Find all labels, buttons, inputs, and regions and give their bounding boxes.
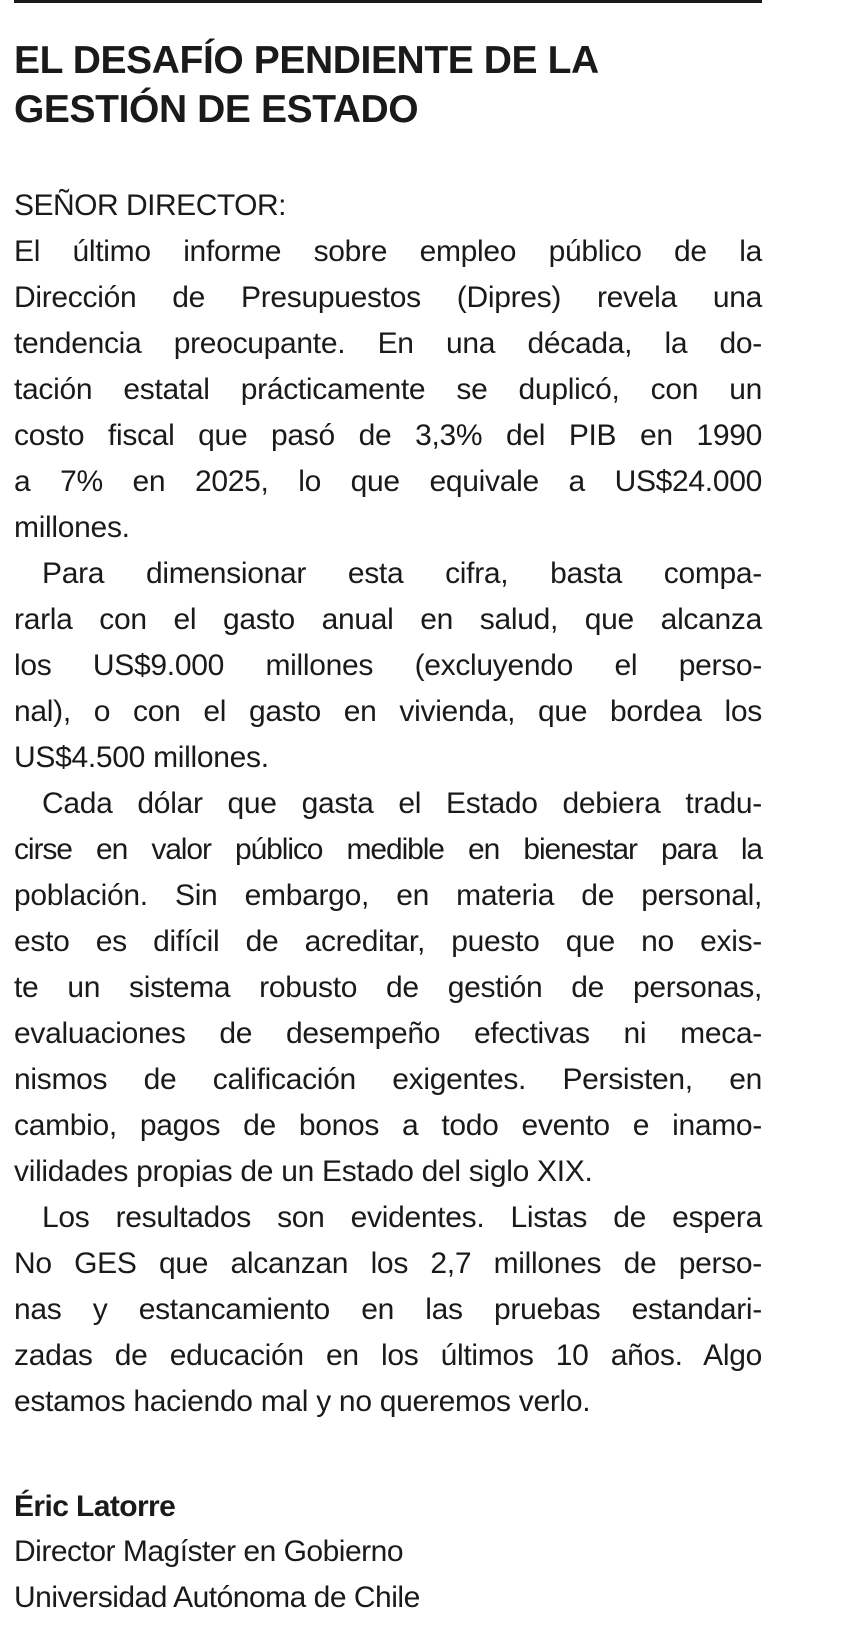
top-rule (14, 0, 762, 3)
author-name: Éric Latorre (14, 1490, 176, 1523)
text-line: nismos de calificación exigentes. Persisten, en (14, 1063, 762, 1096)
headline-line-1: EL DESAFÍO PENDIENTE DE LA (14, 39, 599, 82)
text-line: cambio, pagos de bonos a todo evento e inamo- (14, 1109, 762, 1142)
salutation: SEÑOR DIRECTOR: (14, 189, 286, 222)
text-line: Cada dólar que gasta el Estado debiera tradu- (42, 787, 762, 820)
text-line: cirse en valor público medible en bienestar para la (14, 833, 762, 866)
text-line: Los resultados son evidentes. Listas de espera (42, 1201, 762, 1234)
text-line: tación estatal prácticamente se duplicó, con un (14, 373, 762, 406)
text-line: US$4.500 millones. (14, 741, 269, 774)
text-line: rarla con el gasto anual en salud, que alcanza (14, 603, 762, 636)
text-line: zadas de educación en los últimos 10 años. Algo (14, 1339, 762, 1372)
text-line: El último informe sobre empleo público de la (14, 235, 762, 268)
author-institution: Universidad Autónoma de Chile (14, 1581, 420, 1614)
text-line: evaluaciones de desempeño efectivas ni meca- (14, 1017, 762, 1050)
paragraph-2 (14, 551, 762, 781)
text-line: estamos haciendo mal y no queremos verlo. (14, 1385, 591, 1418)
text-line: Para dimensionar esta cifra, basta compa- (42, 557, 762, 590)
text-line: a 7% en 2025, lo que equivale a US$24.000 (14, 465, 762, 498)
text-line: los US$9.000 millones (excluyendo el perso- (14, 649, 762, 682)
letter-body (14, 229, 762, 1425)
text-line: te un sistema robusto de gestión de personas, (14, 971, 762, 1004)
headline (14, 36, 754, 134)
text-line: millones. (14, 511, 130, 544)
text-line: vilidades propias de un Estado del siglo XIX. (14, 1155, 593, 1188)
signature-block (14, 1485, 762, 1621)
headline-line-2: GESTIÓN DE ESTADO (14, 88, 419, 131)
text-line: población. Sin embargo, en materia de personal, (14, 879, 762, 912)
text-line: nas y estancamiento en las pruebas estandari- (14, 1293, 762, 1326)
text-line: costo fiscal que pasó de 3,3% del PIB en 1990 (14, 419, 762, 452)
paragraph-4 (14, 1195, 762, 1425)
text-line: nal), o con el gasto en vivienda, que bordea los (14, 695, 762, 728)
author-title: Director Magíster en Gobierno (14, 1535, 404, 1568)
text-line: No GES que alcanzan los 2,7 millones de perso- (14, 1247, 762, 1280)
text-line: tendencia preocupante. En una década, la do- (14, 327, 762, 360)
paragraph-1 (14, 229, 762, 551)
paragraph-3 (14, 781, 762, 1195)
text-line: esto es difícil de acreditar, puesto que no exis- (14, 925, 762, 958)
text-line: Dirección de Presupuestos (Dipres) revela una (14, 281, 762, 314)
